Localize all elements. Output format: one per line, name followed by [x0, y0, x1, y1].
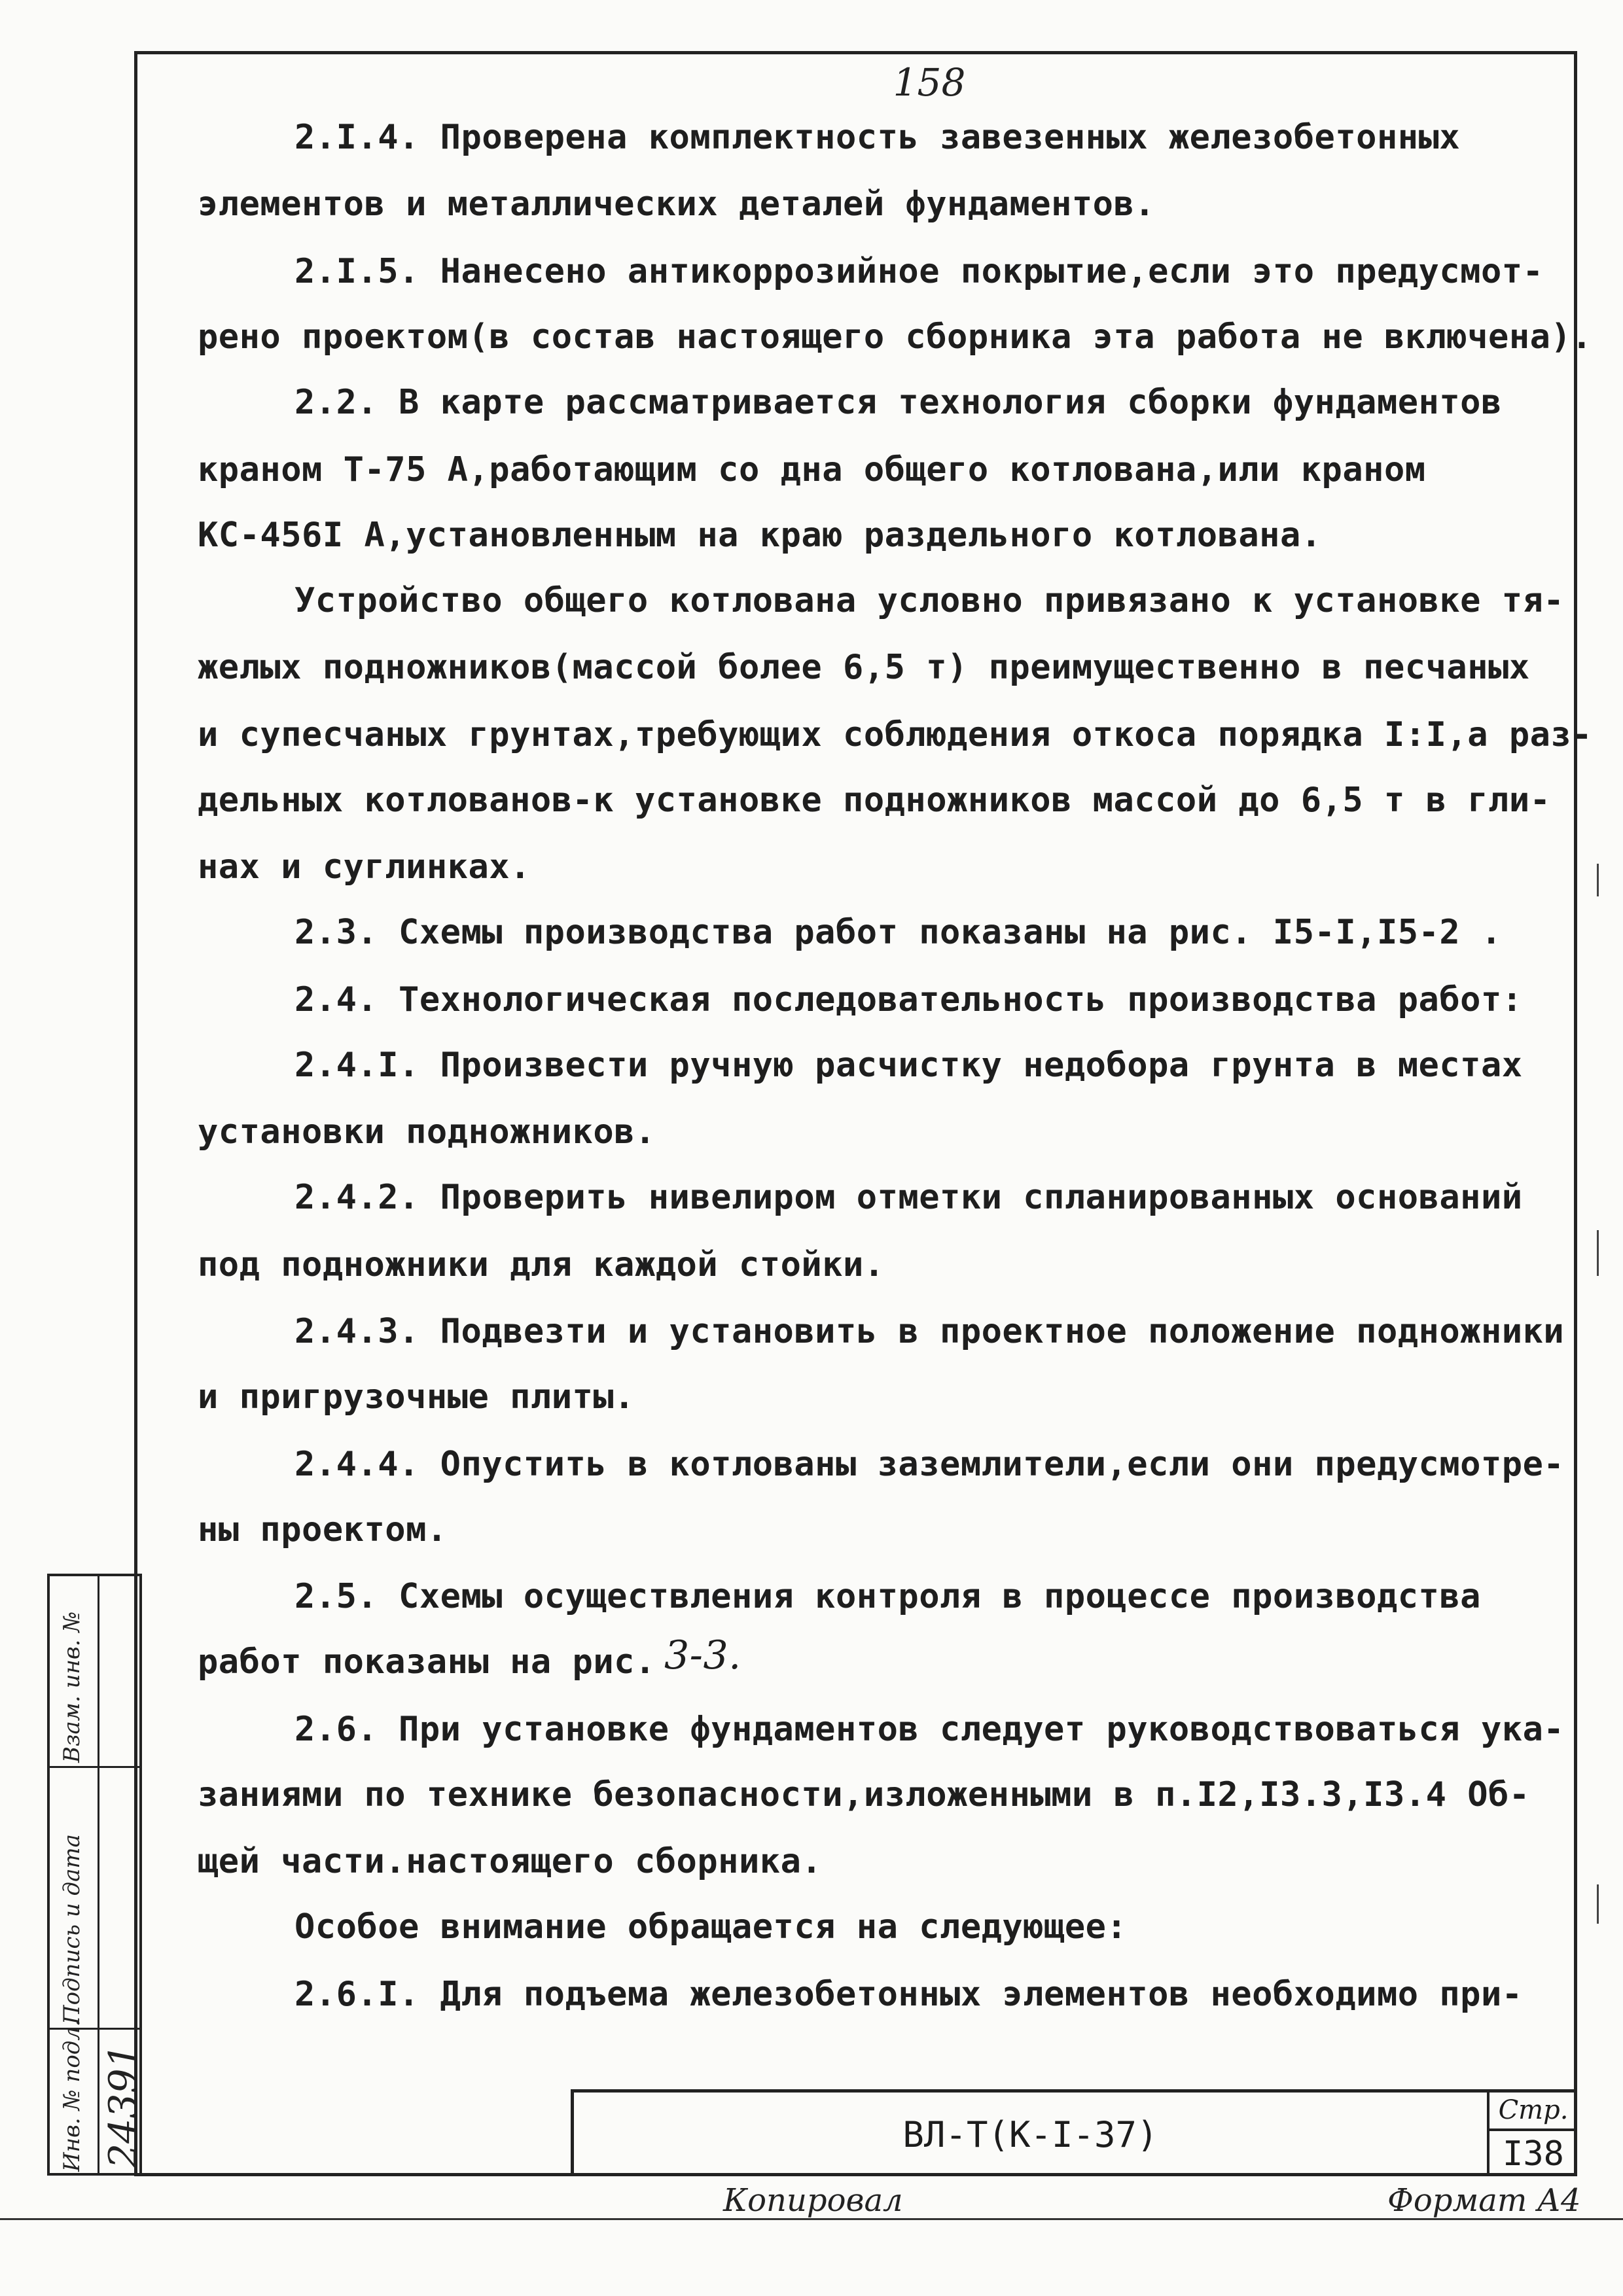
text-line: нах и суглинках. [198, 847, 531, 887]
text-line: 2.6.I. Для подъема железобетонных элементов необходимо при- [294, 1975, 1523, 2014]
text-line: 2.I.4. Проверена комплектность завезенных железобетонных [294, 118, 1461, 157]
text-line: заниями по технике безопасности,изложенными в п.I2,I3.3,I3.4 Об- [198, 1775, 1530, 1814]
stamp-inv-number: 24391 [101, 2043, 147, 2168]
scan-edge-mark [1597, 864, 1599, 896]
text-line: 2.2. В карте рассматривается технология сборки фундаментов [294, 383, 1502, 422]
page-number: I38 [1503, 2134, 1564, 2174]
text-line: и пригрузочные плиты. [198, 1377, 635, 1417]
document-code: ВЛ-Т(К-I-37) [902, 2113, 1158, 2155]
handwritten-figure-ref: 3-3. [664, 1633, 741, 1678]
text-line: Особое внимание обращается на следующее: [294, 1907, 1128, 1947]
stamp-vzam-label: Взам. инв. № [59, 1611, 85, 1763]
text-line: КС-456I А,установленным на краю раздельного котлована. [198, 516, 1322, 555]
text-line: 2.4.3. Подвезти и установить в проектное положение подножники [294, 1312, 1565, 1351]
stamp-divider [50, 1766, 139, 1768]
margin-stamp [47, 1574, 147, 2176]
text-line: под подножники для каждой стойки. [198, 1245, 885, 1284]
scan-edge-mark [1597, 1884, 1599, 1924]
text-line: щей части.настоящего сборника. [198, 1842, 823, 1881]
handwritten-page-number: 158 [893, 60, 966, 105]
text-line: 2.4.I. Произвести ручную расчистку недобора грунта в местах [294, 1046, 1523, 1085]
text-line: 2.4.4. Опустить в котлованы заземлители,если они предусмотре- [294, 1445, 1565, 1484]
footer-format: Формат А4 [1387, 2182, 1581, 2219]
stamp-podpis-label: Подпись и дата [59, 1834, 85, 2024]
stamp-inv-podl-label: Инв. № подл. [59, 2019, 85, 2172]
page-cell [1487, 2093, 1577, 2176]
text-line: 2.I.5. Нанесено антикоррозийное покрытие,если это предусмот- [294, 252, 1544, 291]
text-line: элементов и металлических деталей фундаментов. [198, 185, 1156, 224]
text-line: 2.5. Схемы осуществления контроля в процессе производства [294, 1577, 1481, 1616]
text-line: краном Т-75 А,работающим со дна общего котлована,или краном [198, 450, 1426, 489]
text-line: 2.3. Схемы производства работ показаны на рис. I5-I,I5-2 . [294, 913, 1502, 952]
text-line: 2.4. Технологическая последовательность производства работ: [294, 980, 1523, 1019]
text-line: 2.4.2. Проверить нивелиром отметки спланированных оснований [294, 1178, 1523, 1217]
text-line: желых подножников(массой более 6,5 т) преимущественно в песчаных [198, 648, 1530, 687]
text-line: работ показаны на рис. [198, 1642, 656, 1682]
text-line: и супесчаных грунтах,требующих соблюдения откоса порядка I:I,а раз- [198, 715, 1593, 754]
text-line: Устройство общего котлована условно привязано к установке тя- [294, 581, 1565, 620]
title-block [571, 2089, 1577, 2176]
scan-edge-mark [1597, 1230, 1599, 1276]
footer-copied: Копировал [723, 2182, 903, 2219]
bottom-rule [0, 2218, 1623, 2220]
text-line: установки подножников. [198, 1112, 656, 1152]
text-line: дельных котлованов-к установке подножников массой до 6,5 т в гли- [198, 781, 1551, 820]
text-line: рено проектом(в состав настоящего сборника эта работа не включена). [198, 317, 1593, 357]
page-label: Стр. [1489, 2093, 1577, 2131]
text-line: 2.6. При установке фундаментов следует руководствоваться ука- [294, 1710, 1565, 1749]
text-line: ны проектом. [198, 1510, 448, 1549]
